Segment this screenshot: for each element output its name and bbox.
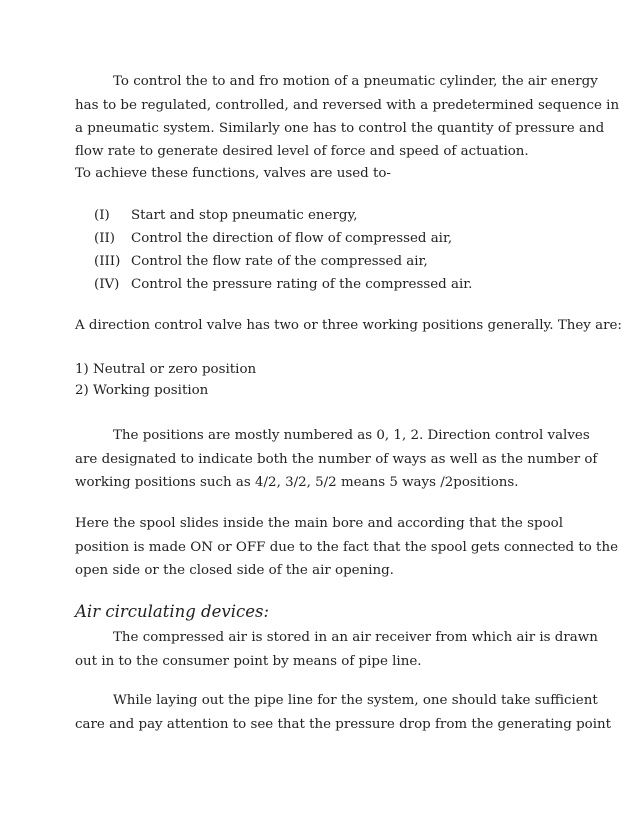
- numbering-paragraph: [75, 424, 598, 494]
- list-text: Start and stop pneumatic energy,: [131, 208, 358, 223]
- intro-paragraph: [75, 70, 620, 184]
- list-number: (III): [94, 254, 121, 269]
- section-heading: Air circulating devices:: [75, 602, 270, 621]
- paragraph-line: working positions such as 4/2, 3/2, 5/2 means 5 ways /2positions.: [75, 475, 519, 490]
- paragraph-line: A direction control valve has two or three working positions generally. They are:: [75, 318, 622, 333]
- list-item: [94, 250, 428, 273]
- paragraph-line: While laying out the pipe line for the system, one should take sufficient: [113, 693, 598, 708]
- pipe-line-paragraph: [75, 689, 612, 736]
- list-item: [94, 227, 452, 250]
- paragraph-line: The compressed air is stored in an air receiver from which air is drawn: [113, 630, 598, 645]
- positions-list: [75, 359, 563, 401]
- list-number: (IV): [94, 277, 120, 292]
- spool-paragraph: [75, 512, 618, 582]
- paragraph-line: The positions are mostly numbered as 0, 1, 2. Direction control valves: [113, 428, 590, 443]
- paragraph-line: care and pay attention to see that the pressure drop from the generating point: [75, 716, 612, 732]
- paragraph-line: are designated to indicate both the number of ways as well as the number of: [75, 451, 598, 467]
- list-text: Control the pressure rating of the compressed air.: [131, 277, 473, 292]
- paragraph-line: position is made ON or OFF due to the fact that the spool gets connected to the: [75, 539, 618, 555]
- paragraph-line: To achieve these functions, valves are used to-: [75, 165, 391, 181]
- paragraph-line: has to be regulated, controlled, and reversed with a predetermined sequence in: [75, 97, 620, 113]
- valve-positions-paragraph: [75, 314, 622, 338]
- paragraph-line: a pneumatic system. Similarly one has to control the quantity of pressure and: [75, 121, 605, 136]
- list-item: [94, 204, 358, 227]
- paragraph-line: open side or the closed side of the air opening.: [75, 563, 394, 578]
- air-receiver-paragraph: [75, 626, 598, 673]
- list-number: (I): [94, 208, 110, 223]
- list-item: 2) Working position: [75, 383, 209, 398]
- list-text: Control the direction of flow of compressed air,: [131, 231, 453, 246]
- list-item: 1) Neutral or zero position: [75, 362, 257, 377]
- paragraph-line: flow rate to generate desired level of force and speed of actuation.: [75, 143, 529, 159]
- list-item: [94, 273, 472, 296]
- list-number: (II): [94, 231, 116, 246]
- paragraph-line: Here the spool slides inside the main bore and according that the spool: [75, 516, 563, 531]
- paragraph-line: To control the to and fro motion of a pneumatic cylinder, the air energy: [113, 74, 598, 89]
- paragraph-line: out in to the consumer point by means of pipe line.: [75, 653, 422, 669]
- list-text: Control the flow rate of the compressed air,: [131, 254, 428, 269]
